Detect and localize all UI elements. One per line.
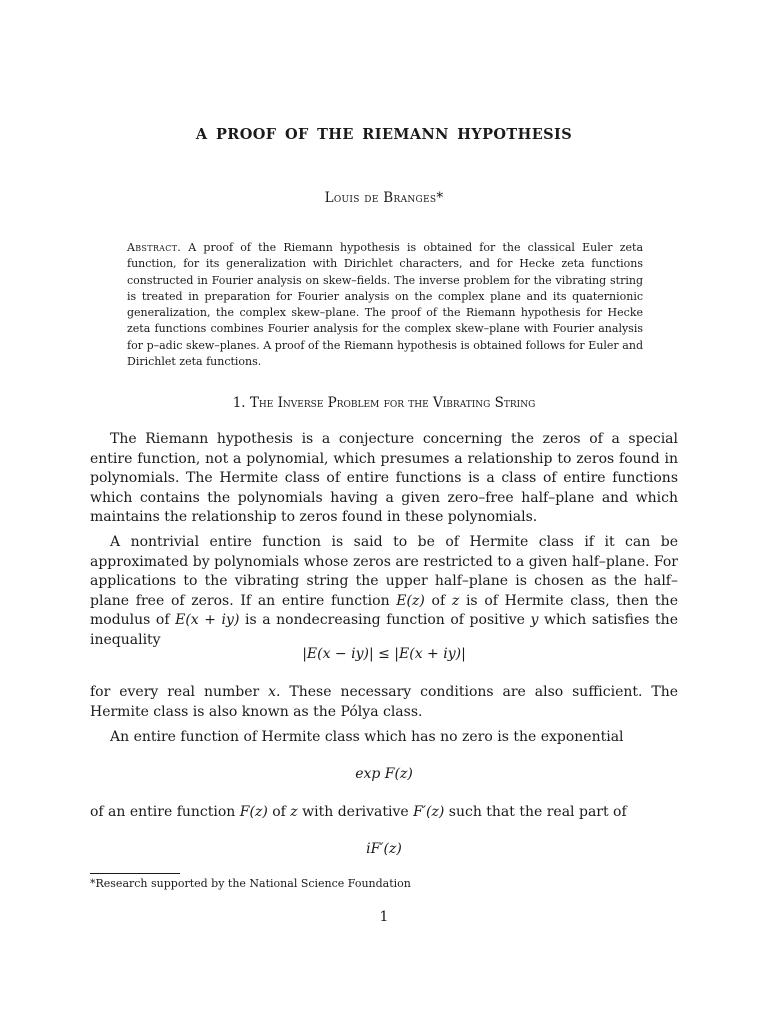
math-E-of-z: E(z) — [396, 592, 425, 609]
paragraph-5-text-a: of an entire function — [90, 804, 240, 820]
math-z: z — [451, 592, 460, 609]
footnote: *Research supported by the National Science Foundation — [90, 877, 411, 890]
abstract — [127, 240, 643, 370]
equation-iF-prime: iF′(z) — [366, 841, 402, 857]
paragraph-1: The Riemann hypothesis is a conjecture concerning the zeros of a special entire function, not a polynomial, which presumes a relationship to zeros found in polynomials. The Hermite class of entire functions is a class of entire functions which contains the polynomials having a given zero–free half–plane and which maintains the relationship to zeros found in these polynomials. — [90, 431, 678, 526]
math-F-of-z: F(z) — [239, 804, 268, 820]
section-heading: 1. The Inverse Problem for the Vibrating String — [232, 395, 536, 411]
paragraph-2-text-c: is of Hermite class, then the modulus of — [90, 592, 678, 629]
paragraph-3-text-b: . These necessary conditions are also sufficient. The Hermite class is also known as the Pólya class. — [90, 684, 679, 720]
paragraph-5-text-c: with derivative — [297, 804, 414, 820]
paragraph-2-text-d: is a nondecreasing function of positive — [239, 612, 531, 629]
paragraph-5-text-d: such that the real part of — [444, 804, 627, 820]
paper-author: Louis de Branges* — [324, 190, 444, 206]
abstract-text: A proof of the Riemann hypothesis is obtained for the classical Euler zeta function, for its generalization with Dirichlet characters, and for Hecke zeta functions constructed in Fourier analysis on skew–fields. The inverse problem for the vibrating string is treated in preparation for Fourier analysis on the complex plane and its quaternionic generalization, the complex skew–plane. The proof of the Riemann hypothesis for Hecke zeta functions combines Fourier analysis for the complex skew–plane with Fourier analysis for p–adic skew–planes. A proof of the Riemann hypothesis is obtained follows for Euler and Dirichlet zeta functions. — [127, 241, 644, 369]
equation-inequality: |E(x − iy)| ≤ |E(x + iy)| — [302, 646, 466, 662]
math-z-2: z — [290, 804, 298, 820]
math-x: x — [268, 684, 277, 700]
paragraph-2 — [90, 533, 678, 651]
footnote-rule — [90, 873, 180, 874]
math-E-of-x-plus-iy: E(x + iy) — [175, 612, 240, 629]
abstract-label: Abstract. — [127, 241, 182, 254]
math-F-prime-of-z: F′(z) — [413, 804, 445, 820]
paragraph-3-text-a: for every real number — [90, 684, 269, 700]
paragraph-5-text-b: of — [267, 804, 291, 820]
paragraph-5 — [90, 803, 678, 823]
paragraph-2-text-e: which satisfies the inequality — [90, 612, 678, 648]
paragraph-3 — [90, 683, 678, 722]
math-y: y — [530, 612, 539, 629]
paper-title: A PROOF OF THE RIEMANN HYPOTHESIS — [195, 126, 573, 143]
paragraph-2-text-b: of — [424, 592, 452, 609]
equation-exponential: exp F(z) — [355, 766, 413, 782]
paragraph-2-text-a: A nontrivial entire function is said to be of Hermite class if it can be approximated by polynomials whose zeros are restricted to a given half–plane. For applications to the vibrating string the upper half–plane is chosen as the half–plane free of zeros. If an entire function — [90, 534, 678, 609]
paragraph-4: An entire function of Hermite class which has no zero is the exponential — [110, 729, 624, 745]
page-number: 1 — [379, 909, 389, 925]
